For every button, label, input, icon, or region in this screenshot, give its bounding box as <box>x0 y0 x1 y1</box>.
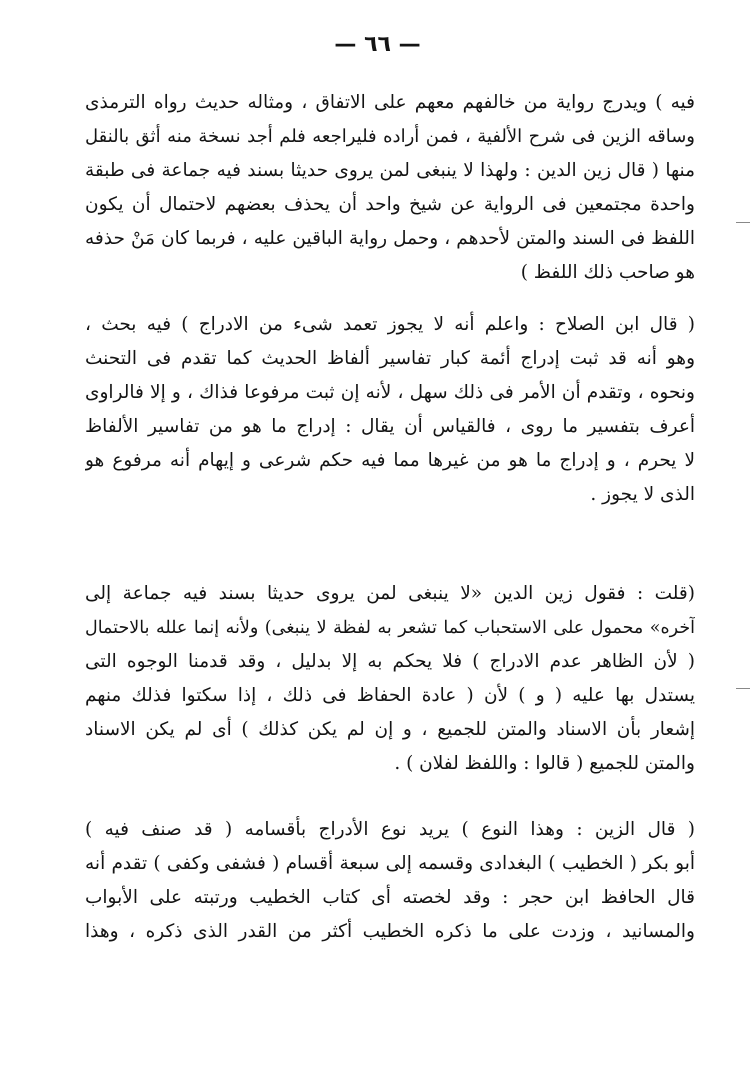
paragraph-4 <box>85 813 695 949</box>
text-line: فيه ) ويدرج رواية من خالفهم معهم على الاتفاق ، ومثاله حديث رواه الترمذى <box>85 92 695 113</box>
text-line: لا يحرم ، و إدراج ما هو من غيرها مما فيه حكم شرعى و إيهام أنه مرفوع هو <box>85 450 695 471</box>
text-line: وساقه الزين فى شرح الألفية ، فمن أراده فليراجعه فلم أجد نسخة منه أثق بالنقل <box>85 126 695 147</box>
text-line: ( قال الزين : وهذا النوع ) يريد نوع الأدراج بأقسامه ( قد صنف فيه ) <box>85 819 695 840</box>
text-line: يستدل بها عليه ( و ) لأن ( عادة الحفاظ فى ذلك ، إذا سكتوا فذلك منهم <box>85 685 695 706</box>
text-line: وهو أنه قد ثبت إدراج أئمة كبار تفاسير ألفاظ الحديث كما تقدم فى التحنث <box>85 348 695 369</box>
text-line: الذى لا يجوز . <box>590 484 695 505</box>
text-line: هو صاحب ذلك اللفظ ) <box>520 262 695 283</box>
paragraph-2 <box>85 308 695 512</box>
text-line: أبو بكر ( الخطيب ) البغدادى وقسمه إلى سبعة أقسام ( فشفى وكفى ) تقدم أنه <box>85 853 695 874</box>
text-line: واحدة مجتمعين فى الرواية عن شيخ واحد أن يحذف بعضهم لاحتمال أن يكون <box>85 194 695 215</box>
text-line: ( قال ابن الصلاح : واعلم أنه لا يجوز تعمد شىء من الادراج ) فيه بحث ، <box>85 314 695 335</box>
text-line: منها ( قال زين الدين : ولهذا لا ينبغى لمن يروى حديثا بسند فيه جماعة فى طبقة <box>85 160 695 181</box>
page-number: — ٦٦ — <box>334 32 421 57</box>
paragraph-3 <box>85 577 695 781</box>
text-line: آخره» محمول على الاستحباب كما تشعر به لفظة لا ينبغى) ولأنه إنما علله بالاحتمال <box>85 618 695 638</box>
text-line: ونحوه ، وتقدم أن الأمر فى ذلك سهل ، لأنه إن ثبت مرفوعا فذاك ، و إلا فالراوى <box>85 382 695 403</box>
scan-mark <box>736 222 750 223</box>
text-line: إشعار بأن الاسناد والمتن للجميع ، و إن لم يكن كذلك ) أى لم يكن الاسناد <box>85 719 695 740</box>
text-line: ( لأن الظاهر عدم الادراج ) فلا يحكم به إلا بدليل ، وقد قدمنا الوجوه التى <box>85 651 695 672</box>
text-line: أعرف بتفسير ما روى ، فالقياس أن يقال : إدراج ما هو من تفاسير الألفاظ <box>85 416 695 437</box>
text-line: والمتن للجميع ( قالوا : واللفظ لفلان ) . <box>394 753 695 774</box>
scan-mark <box>736 688 750 689</box>
paragraph-1 <box>85 86 695 290</box>
text-line: (قلت : فقول زين الدين «لا ينبغى لمن يروى حديثا بسند فيه جماعة إلى <box>85 583 695 604</box>
text-line: اللفظ فى السند والمتن لأحدهم ، وحمل رواية الباقين عليه ، فربما كان مَنْ حذفه <box>85 228 695 249</box>
text-line: قال الحافظ ابن حجر : وقد لخصته أى كتاب الخطيب ورتبته على الأبواب <box>85 887 695 908</box>
text-line: والمسانيد ، وزدت على ما ذكره الخطيب أكثر من القدر الذى ذكره ، وهذا <box>85 921 695 942</box>
